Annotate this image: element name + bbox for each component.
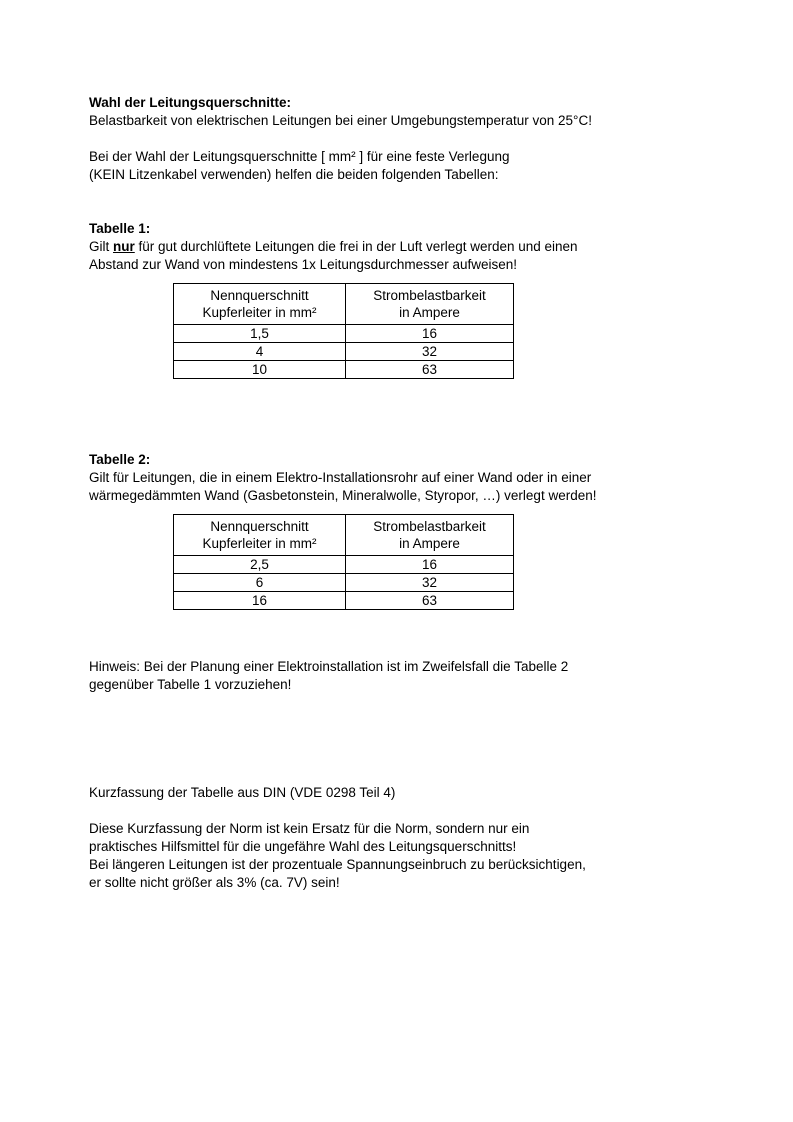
table2 — [173, 514, 514, 610]
header-line: Nennquerschnitt — [210, 288, 309, 303]
table-row — [174, 361, 514, 379]
table-row — [174, 325, 514, 343]
cell-cross-section: 16 — [174, 592, 346, 610]
table2-description-line-1: Gilt für Leitungen, die in einem Elektro-Installationsrohr auf einer Wand oder in einer — [89, 470, 592, 485]
table1-desc-emphasis: nur — [113, 239, 135, 254]
cell-current: 63 — [346, 592, 514, 610]
cell-cross-section: 10 — [174, 361, 346, 379]
header-cross-section — [174, 515, 346, 556]
header-line: Nennquerschnitt — [210, 519, 309, 534]
table1 — [173, 283, 514, 379]
cell-cross-section: 1,5 — [174, 325, 346, 343]
header-line: Kupferleiter in mm² — [202, 305, 317, 320]
cell-cross-section: 6 — [174, 574, 346, 592]
cell-current: 16 — [346, 556, 514, 574]
table-row — [174, 592, 514, 610]
summary-title: Kurzfassung der Tabelle aus DIN (VDE 0298 Teil 4) — [89, 785, 396, 800]
table-row — [174, 574, 514, 592]
header-line: in Ampere — [399, 305, 460, 320]
doc-title: Wahl der Leitungsquerschnitte: — [89, 95, 292, 110]
summary-line-2: praktisches Hilfsmittel für die ungefähre Wahl des Leitungsquerschnitts! — [89, 839, 517, 854]
header-line: Strombelastbarkeit — [373, 288, 486, 303]
summary-line-1: Diese Kurzfassung der Norm ist kein Ersatz für die Norm, sondern nur ein — [89, 821, 530, 836]
hint-line-1: Hinweis: Bei der Planung einer Elektroinstallation ist im Zweifelsfall die Tabelle 2 — [89, 659, 569, 674]
table2-description-line-2: wärmegedämmten Wand (Gasbetonstein, Mineralwolle, Styropor, …) verlegt werden! — [89, 488, 597, 503]
table2-title: Tabelle 2: — [89, 452, 151, 467]
table1-title: Tabelle 1: — [89, 221, 151, 236]
cell-current: 63 — [346, 361, 514, 379]
table1-description-line-2: Abstand zur Wand von mindestens 1x Leitungsdurchmesser aufweisen! — [89, 257, 517, 272]
summary-line-3: Bei längeren Leitungen ist der prozentuale Spannungseinbruch zu berücksichtigen, — [89, 857, 586, 872]
cell-cross-section: 4 — [174, 343, 346, 361]
doc-subtitle: Belastbarkeit von elektrischen Leitungen bei einer Umgebungstemperatur von 25°C! — [89, 113, 592, 128]
header-line: Kupferleiter in mm² — [202, 536, 317, 551]
cell-current: 32 — [346, 343, 514, 361]
header-line: Strombelastbarkeit — [373, 519, 486, 534]
document-page — [89, 94, 729, 892]
table-row — [174, 343, 514, 361]
cell-cross-section: 2,5 — [174, 556, 346, 574]
header-current-capacity — [346, 284, 514, 325]
header-line: in Ampere — [399, 536, 460, 551]
header-cross-section — [174, 284, 346, 325]
cell-current: 32 — [346, 574, 514, 592]
header-current-capacity — [346, 515, 514, 556]
table1-description-line-1 — [89, 238, 729, 256]
intro-line-2: (KEIN Litzenkabel verwenden) helfen die beiden folgenden Tabellen: — [89, 167, 499, 182]
table1-desc-post: für gut durchlüftete Leitungen die frei in der Luft verlegt werden und einen — [134, 239, 578, 254]
cell-current: 16 — [346, 325, 514, 343]
table-header-row — [174, 515, 514, 556]
table-header-row — [174, 284, 514, 325]
summary-line-4: er sollte nicht größer als 3% (ca. 7V) sein! — [89, 875, 340, 890]
hint-line-2: gegenüber Tabelle 1 vorzuziehen! — [89, 677, 292, 692]
table1-desc-pre: Gilt — [89, 239, 114, 254]
intro-line-1: Bei der Wahl der Leitungsquerschnitte [ mm² ] für eine feste Verlegung — [89, 149, 510, 164]
table-row — [174, 556, 514, 574]
